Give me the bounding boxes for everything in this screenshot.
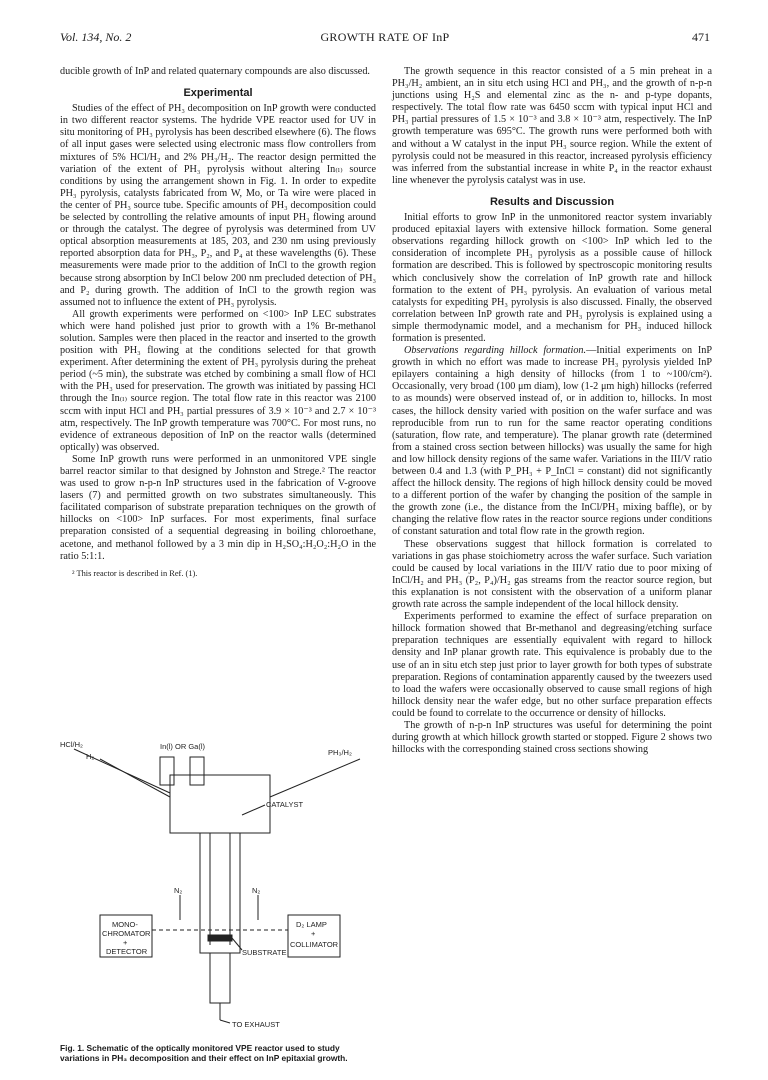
- experimental-paragraph-2: All growth experiments were performed on <100> InP LEC substrates which were hand polished just prior to growth with a 1% Br-methanol solution. Samples were then placed in the reactor and inserted to the growth position with PH₃ flowing at the conditions selected for that growth experiment. After determining the extent of PH₃ pyrolysis during the preheat period (~5 min), the substrate was etched by combining a small flow of HCl with the PH₃ used for preservation. The growth was initiated by passing HCl through the In₍ₗ₎ source region. The total flow rate in this reactor was 2100 sccm with input HCl and PH₃ partial pressures of 3.9 × 10⁻³ and 2.7 × 10⁻³ atm, respectively. The InP growth temperature was 700°C. For most runs, no evidence of extraneous deposition of InP on the reactor walls (determined optically) was observed.: [60, 308, 376, 453]
- hcl-label: HCl/H₂: [60, 740, 83, 749]
- h2-label: H₂: [86, 752, 95, 761]
- volume-label: Vol. 134, No. 2: [60, 30, 132, 44]
- mono-label-3: +: [123, 938, 128, 947]
- running-header: [60, 30, 710, 46]
- reactor-schematic-svg: [60, 735, 376, 1040]
- right-column: [392, 66, 712, 756]
- experimental-paragraph-1: Studies of the effect of PH₃ decomposition on InP growth were conducted in two different reactor systems. The hydride VPE reactor used for UV in situ monitoring of PH₃ pyrolysis has been described elsewhere (6). The flows of all input gases were selected using electronic mass flow controllers from mixtures of 5% HCl/H₂ and 2% PH₃/H₂. The reactor design permitted the variation of the extent of PH₃ pyrolysis without altering In₍ₗ₎ source conditions by using the arrangement shown in Fig. 1. In order to expedite PH₃ pyrolysis, catalysts fabricated from W, Mo, or Ta wire were placed in the center of PH₃ source tube. Specific amounts of PH₃ decomposition could be selected by controlling the relative amounts of input PH₃ flowing around or through the catalyst. The degree of pyrolysis was determined from UV optical absorption measurements at 185, 203, and 230 nm using previously reported absorption data for PH₃, P₂, and P₄ at these wavelengths (6). These measurements were made prior to the addition of InCl to the growth region because strong absorption by InCl below 200 nm precluded detection of PH₃ and P₂ during growth. The addition of InCl to the growth region was assumed not to influence the extent of PH₃ pyrolysis.: [60, 103, 376, 308]
- n2-left-label: N₂: [174, 886, 183, 895]
- footnote: ² This reactor is described in Ref. (1).: [72, 568, 198, 578]
- experimental-heading: Experimental: [183, 87, 253, 100]
- figure-1-schematic: [60, 735, 376, 1040]
- results-paragraph-4: Experiments performed to examine the effect of surface preparation on hillock formation showed that Br-methanol and degreasing/etching surface preparation techniques are essentially equivalent with regard to hillock density and InP planar growth rate. This equivalence is probably due to the use of an in situ etch step just prior to layer growth for both types of substrate preparation. Regions of contamination apparently caused by the tweezers used to load the wafers were occasionally observed to cause small regions of high hillock density near the wafer edge, but no other surface preparation effects could be found to correlate to the occurrence or density of hillocks.: [392, 611, 712, 719]
- catalyst-pointer: [242, 805, 265, 815]
- lamp-label-1: D₂ LAMP: [296, 920, 327, 929]
- exhaust-arrow: [220, 1020, 230, 1023]
- exhaust-tube: [210, 953, 230, 1003]
- running-title: GROWTH RATE OF InP: [320, 30, 450, 44]
- results-paragraph-5: The growth of n-p-n InP structures was useful for determining the point during growth at which hillock growth started or stopped. Figure 2 shows two hillocks with the corresponding stained cross sections showing: [392, 719, 712, 756]
- intro-tail-paragraph: ducible growth of InP and related quaternary compounds are also discussed.: [60, 66, 370, 77]
- experimental-paragraph-3: Some InP growth runs were performed in an unmonitored VPE single barrel reactor similar to that designed by Johnston and Strege.² The reactor was used to grow n-p-n InP structures used in the fabrication of V-groove lasers (7) and permitted growth on two substrates simultaneously. This facilitated comparison of substrate preparation techniques on the growth of hillocks on <100> InP surfaces. For most experiments, final surface preparation consisted of a sequential degreasing in boiling chloroethane, acetone, and methanol followed by a 3 min dip in H₂SO₄:H₂O₂:H₂O in the ratio 5:1:1.: [60, 453, 376, 562]
- n2-right-label: N₂: [252, 886, 261, 895]
- source-boat-left: [160, 757, 174, 785]
- results-paragraph-1: Initial efforts to grow InP in the unmonitored reactor system invariably produced epitaxial layers with extensive hillock formation. Some general observations regarding hillock growth on <100> InP which led to the consideration of incomplete PH₃ pyrolysis as a possible cause of hillock formation are described. This is followed by spectroscopic monitoring results which conclusively show the correlation of InP growth rate and hillock formation to the extent of PH₃ pyrolysis. An evaluation of various metal catalysts for expediting PH₃ pyrolysis is also discussed. Finally, the observed correlation between InP growth rate and PH₃ pyrolysis is explained using a simple thermodynamic model, and a mechanism for PH₃ induced hillock formation is presented.: [392, 212, 712, 344]
- hillock-observations-text: —Initial experiments on InP growth in which no effort was made to increase PH₃ pyrolysis yielded InP epilayers containing a high density of hillocks (from 1 to ~100/cm²). Occasionally, very broad (100 μm diam), low (1-2 μm high) hillocks (referred to as mounds) were observed instead of, or in addition to, hillocks. In most cases, the hillock density varied with position on the wafer surface and was reproducible from run to run for the same reactor operating conditions (saturation, flow rate, and temperature). The planar growth rate (determined from a stained cross section between hillocks) was usually the same for high and low hillock density regions of the same wafer. Variations in the III/V ratio between 0.4 and 1.3 (with P_PH₃ + P_InCl = constant) did not significantly affect the hillock density. The regions of high hillock density could be moved to a different portion of the wafer by changing the position of the sample in the growth zone (i.e., the distance from the InCl/PH₃ mixing baffle), or by changing the relative flow rates in the reactor source regions under conditions of constant saturation and total flow rate in the growth region.: [392, 345, 712, 538]
- left-column: [60, 66, 376, 579]
- exhaust-label: TO EXHAUST: [232, 1020, 280, 1029]
- figure-1-caption: Fig. 1. Schematic of the optically monitored VPE reactor used to study variations in PH₃ decomposition and their effect on InP epitaxial growth.: [60, 1043, 348, 1064]
- catalyst-label: CATALYST: [266, 800, 304, 809]
- hillock-subheading: Observations regarding hillock formation.: [404, 345, 587, 357]
- mono-label-2: CHROMATOR: [102, 929, 151, 938]
- substrate-label: SUBSTRATE: [242, 948, 287, 957]
- reactor-paragraph: The growth sequence in this reactor consisted of a 5 min preheat in a PH₃/H₂ ambient, an in situ etch using HCl and PH₃, and the growth of n-p-n junctions using H₂S and elemental zinc as the n- and p-type dopants, respectively. The total flow rate was 6450 sccm with typical input HCl and PH₃ partial pressures of 1.5 × 10⁻³ and 3.8 × 10⁻³ atm, respectively. The InP growth temperature was 695°C. The growth runs were performed both with and without a W catalyst in the input PH₃ source region. While the extent of pyrolysis could not be measured in this reactor, increased pyrolysis efficiency was inferred from the substantial increase in white P₄ in the reactor exhaust line whenever the pyrolysis catalyst was in use.: [392, 66, 712, 186]
- page-number: 471: [692, 30, 710, 44]
- mono-label-1: MONO-: [112, 920, 138, 929]
- results-paragraph-2: [392, 345, 712, 539]
- mono-label-4: DETECTOR: [106, 947, 148, 956]
- lamp-label-3: COLLIMATOR: [290, 940, 339, 949]
- results-heading: Results and Discussion: [489, 195, 615, 208]
- substrate-mark: [208, 935, 232, 941]
- source-boat-right: [190, 757, 204, 785]
- source-label: In(l) OR Ga(l): [160, 742, 205, 751]
- ph3-input-line: [270, 759, 360, 797]
- reactor-upper-tube: [170, 775, 270, 833]
- results-paragraph-3: These observations suggest that hillock formation is correlated to variations in gas phase stoichiometry across the wafer surface. Such variation could be caused by local variations in the III/V ratio due to poor mixing of InCl/H₂ and PH₃ (P₂, P₄)/H₂ gas streams from the reactor source region, but this explanation is not consistent with the observation of a uniform planar growth rate across the sample independent of the local hillock density.: [392, 538, 712, 611]
- ph3-label: PH₃/H₂: [328, 748, 352, 757]
- lamp-label-2: +: [311, 929, 316, 938]
